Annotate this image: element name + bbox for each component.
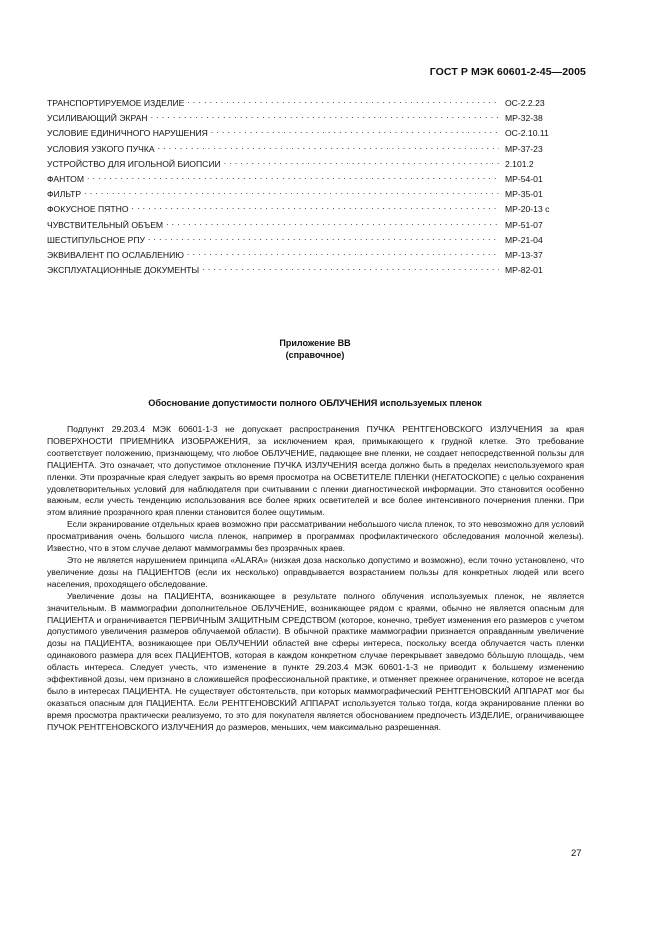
- index-row: [47, 140, 560, 155]
- index-term: ЧУВСТВИТЕЛЬНЫЙ ОБЪЕМ: [47, 219, 164, 230]
- index-term: ФАНТОМ: [47, 174, 84, 185]
- dot-leader: [187, 246, 499, 258]
- dot-leader: [202, 261, 499, 273]
- index-row: [47, 124, 560, 139]
- index-term: ШЕСТИПУЛЬСНОЕ РПУ: [47, 234, 145, 245]
- dot-leader: [187, 94, 499, 106]
- index-row: [47, 231, 560, 246]
- index-row: [47, 170, 560, 185]
- index-term: ФОКУСНОЕ ПЯТНО: [47, 204, 129, 215]
- section-title: Обоснование допустимости полного ОБЛУЧЕНИЯ используемых пленок: [148, 398, 482, 408]
- index-ref: МР-37-23: [505, 143, 543, 154]
- index-term: ФИЛЬТР: [47, 189, 82, 200]
- standard-number: ГОСТ Р МЭК 60601-2-45—2005: [429, 66, 586, 78]
- index-term: УСТРОЙСТВО ДЛЯ ИГОЛЬНОЙ БИОПСИИ: [47, 158, 221, 169]
- dot-leader: [87, 170, 499, 182]
- document-header: [430, 66, 586, 78]
- index-row: [47, 109, 560, 124]
- index-term: ТРАНСПОРТИРУЕМОЕ ИЗДЕЛИЕ: [47, 98, 185, 108]
- term-index: [47, 94, 560, 276]
- index-term: УСЛОВИЯ УЗКОГО ПУЧКА: [47, 143, 155, 154]
- dot-leader: [148, 231, 499, 243]
- index-term: ЭКВИВАЛЕНТ ПО ОСЛАБЛЕНИЮ: [47, 250, 184, 261]
- index-ref: МР-54-01: [505, 174, 543, 185]
- index-row: [47, 216, 560, 231]
- index-ref: МР-21-04: [505, 234, 543, 245]
- index-row: [47, 246, 560, 261]
- index-ref: МР-82-01: [505, 265, 543, 276]
- index-ref: МР-32-38: [505, 113, 543, 124]
- index-row: [47, 94, 560, 109]
- index-ref: ОС-2.10.11: [505, 128, 549, 139]
- dot-leader: [166, 216, 499, 228]
- index-ref: МР-20-13 с: [505, 204, 550, 215]
- index-row: [47, 185, 560, 200]
- index-ref: 2.101.2: [505, 158, 534, 169]
- dot-leader: [211, 124, 499, 136]
- dot-leader: [132, 200, 499, 212]
- index-ref: МР-51-07: [505, 219, 543, 230]
- appendix-heading: [0, 337, 630, 361]
- dot-leader: [224, 155, 499, 167]
- body-text: [47, 424, 584, 734]
- dot-leader: [84, 185, 499, 197]
- paragraph: Увеличение дозы на ПАЦИЕНТА, возникающее в результате полного облучения используемых пленок, не является значительным. В маммографии дополнительное ОБЛУЧЕНИЕ, возникающее рядом с краями, обычно не является опасным для ПАЦИЕНТА и ограничивается ПЕРВИЧНЫМ ЗАЩИТНЫМ СРЕДСТВОМ (которое, конечно, требует изменения его размеров с учетом допустимого увеличения размеров облучаемой области). В обычной практике маммографии признается оправданным увеличение дозы на ПАЦИЕНТА, возникающее при ОБЛУЧЕНИИ областей вне сферы интереса, поскольку всегда облучается часть пленки одинакового размера для всех ПАЦИЕНТОВ, которая в каждом конкретном случае перекрывает заведомо бо́льшую площадь, чем область интереса. Следует учесть, что изменение в пункте 29.203.4 МЭК 60601-1-3 не приводит к большему изменению эффективной дозы, чем признано в сложившейся профессиональной практике, и отменяет прежнее ограничение, которое не всегда было в интересах ПАЦИЕНТА. Не существует обстоятельств, при которых маммографический РЕНТГЕНОВСКИЙ АППАРАТ мог бы оказаться опасным для ПАЦИЕНТА. Если РЕНТГЕНОВСКИЙ АППАРАТ используется только тогда, когда экранирование пленки во время просмотра практически реализуемо, то это для покупателя является обоснованием предпочесть ИЗДЕЛИЕ, ограничивающее ПУЧОК РЕНТГЕНОВСКОГО ИЗЛУЧЕНИЯ до размеров, меньших, чем максимально разрешенная.: [47, 590, 584, 732]
- index-term: УСИЛИВАЮЩИЙ ЭКРАН: [47, 113, 148, 124]
- paragraph: Если экранирование отдельных краев возможно при рассматривании небольшого числа пленок, то это невозможно для условий просматривания очень большого числа пленок, например в программах профилактического обследования молочной железы). Известно, что в этом случае делают маммограммы без прозрачных краев.: [47, 519, 584, 554]
- appendix-subtitle: (справочное): [285, 350, 345, 360]
- index-ref: МР-13-37: [505, 250, 543, 261]
- index-row: [47, 200, 560, 215]
- index-row: [47, 155, 560, 170]
- dot-leader: [158, 140, 499, 152]
- dot-leader: [151, 109, 499, 121]
- index-term: УСЛОВИЕ ЕДИНИЧНОГО НАРУШЕНИЯ: [47, 128, 208, 139]
- index-ref: ОС-2.2.23: [505, 98, 545, 108]
- page-number: 27: [571, 848, 582, 859]
- index-term: ЭКСПЛУАТАЦИОННЫЕ ДОКУМЕНТЫ: [47, 265, 200, 276]
- paragraph: Это не является нарушением принципа «ALARA» (низкая доза насколько допустимо и возможно), если точно установлено, что увеличение дозы на ПАЦИЕНТОВ (если их несколько) оправдывается возрастанием пользы для конкретных людей или всего населения, проходящего обследование.: [47, 554, 584, 589]
- index-ref: МР-35-01: [505, 189, 543, 200]
- index-row: [47, 261, 560, 276]
- appendix-title: Приложение ВВ: [279, 338, 351, 348]
- paragraph: Подпункт 29.203.4 МЭК 60601-1-3 не допускает распространения ПУЧКА РЕНТГЕНОВСКОГО ИЗЛУЧЕНИЯ за края ПОВЕРХНОСТИ ПРИЕМНИКА ИЗОБРАЖЕНИЯ, за исключением края, примыкающего к грудной клетке. Это требование соответствует положению, признающему, что любое ОБЛУЧЕНИЕ, падающее вне пленки, не создает непосредственной пользы для ПАЦИЕНТА. Это означает, что допустимое отклонение ПУЧКА ИЗЛУЧЕНИЯ всегда должно быть в пределах неиспользуемого края пленки. Эти прозрачные края следует закрыть во время просмотра на ОСВЕТИТЕЛЕ ПЛЕНКИ (НЕГАТОСКОПЕ) с целью сохранения удовлетворительных условий для наблюдателя при считывании с пленки диагностической информации. Это становится особенно важным, если учесть тенденцию использования все более ярких осветителей и все более интенсивного почернения пленки. При этом влияние прозрачного края пленки становится более ощутимым.: [47, 424, 584, 518]
